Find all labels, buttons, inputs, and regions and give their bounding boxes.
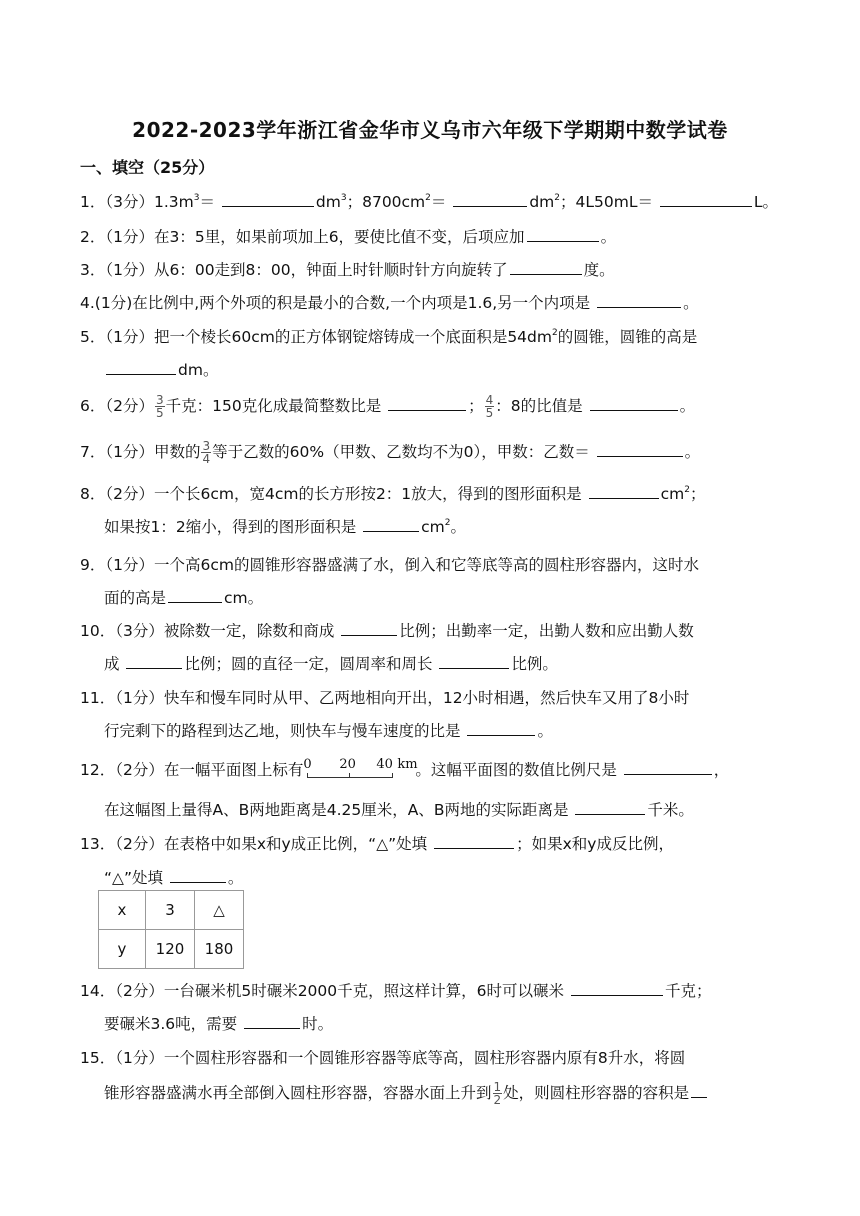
fraction: $\frac{4}{5}$ (485, 393, 494, 420)
answer-blank[interactable] (624, 760, 712, 775)
question-10: 10．（3分）被除数一定，除数和商成 比例；出勤率一定，出勤人数和应出勤人数 (80, 622, 694, 640)
question-4: 4.(1分)在比例中,两个外项的积是最小的合数,一个内项是1.6,另一个内项是 。 (80, 294, 699, 312)
question-7: 7．（1分）甲数的 $\frac{3}{4}$ 等于乙数的60%（甲数、乙数均不为0），甲数：乙数＝ 。 (80, 439, 701, 466)
question-1: 1．（3分）$1.3m^3= dm^3$；$8700cm^2= dm^2$；4L50mL＝ L。 (80, 193, 779, 211)
table-row (99, 891, 244, 930)
fraction: $\frac{3}{5}$ (155, 393, 164, 420)
answer-blank[interactable] (589, 484, 659, 499)
answer-blank[interactable] (388, 396, 466, 411)
fraction: $\frac{3}{4}$ (202, 439, 211, 466)
table-cell: 120 (146, 930, 195, 969)
xy-table (98, 890, 244, 969)
table-cell: 180 (195, 930, 244, 969)
question-13: 13．（2分）在表格中如果x和y成正比例，“△”处填 ；如果x和y成反比例， (80, 835, 674, 853)
question-14-cont: 要碾米3.6吨，需要 时。 (104, 1015, 334, 1033)
answer-blank[interactable] (222, 192, 314, 207)
answer-blank[interactable] (453, 192, 527, 207)
answer-blank[interactable] (571, 981, 663, 996)
answer-blank[interactable] (691, 1083, 707, 1098)
scale-tick (392, 773, 393, 778)
answer-blank[interactable] (597, 293, 681, 308)
table-row (99, 930, 244, 969)
question-15-cont: 锥形容器盛满水再全部倒入圆柱形容器，容器水面上升到 $\frac{1}{2}$ 处，则圆柱形容器的容积是 (104, 1081, 709, 1106)
question-10-cont: 成 比例；圆的直径一定，圆周率和周长 比例。 (104, 655, 558, 673)
page-title: 2022-2023学年浙江省金华市义乌市六年级下学期期中数学试卷 (132, 118, 728, 142)
answer-blank[interactable] (590, 396, 678, 411)
scale-tick (307, 773, 308, 778)
question-5-cont: dm。 (104, 358, 218, 380)
question-9: 9．（1分）一个高6cm的圆锥形容器盛满了水，倒入和它等底等高的圆柱形容器内，这时水 (80, 556, 699, 574)
answer-blank[interactable] (106, 360, 176, 375)
answer-blank[interactable] (439, 654, 509, 669)
section-heading: 一、填空（25分） (80, 158, 215, 177)
answer-blank[interactable] (527, 227, 599, 242)
question-12-cont: 在这幅图上量得A、B两地距离是4.25厘米，A、B两地的实际距离是 千米。 (104, 801, 694, 819)
answer-blank[interactable] (510, 260, 582, 275)
question-9-cont: 面的高是 cm。 (104, 589, 264, 607)
answer-blank[interactable] (575, 800, 645, 815)
table-cell: 3 (146, 891, 195, 930)
question-15: 15．（1分）一个圆柱形容器和一个圆锥形容器等底等高，圆柱形容器内原有8升水，将圆 (80, 1049, 686, 1067)
scale-bar-image: 0 20 40 km (303, 761, 415, 781)
question-14: 14．（2分）一台碾米机5时碾米2000千克，照这样计算，6时可以碾米 千克； (80, 982, 712, 1000)
answer-blank[interactable] (660, 192, 752, 207)
question-11-cont: 行完剩下的路程到达乙地，则快车与慢车速度的比是 。 (104, 722, 553, 740)
answer-blank[interactable] (170, 868, 226, 883)
answer-blank[interactable] (341, 621, 397, 636)
question-11: 11．（1分）快车和慢车同时从甲、乙两地相向开出，12小时相遇，然后快车又用了8小时 (80, 689, 690, 707)
answer-blank[interactable] (597, 442, 683, 457)
question-8-cont: 如果按1：2缩小，得到的图形面积是 $cm^2$。 (104, 518, 467, 536)
answer-blank[interactable] (126, 654, 182, 669)
question-5: 5．（1分）把一个棱长60cm的正方体钢锭熔铸成一个底面积是$54dm^2$的圆锥，圆锥的高是 (80, 328, 698, 346)
answer-blank[interactable] (467, 721, 535, 736)
question-8: 8．（2分）一个长6cm，宽4cm的长方形按2：1放大，得到的图形面积是 $cm^2$； (80, 485, 706, 503)
table-cell: y (99, 930, 146, 969)
question-13-cont: “△”处填 。 (104, 869, 244, 887)
table-cell: △ (195, 891, 244, 930)
answer-blank[interactable] (244, 1014, 300, 1029)
answer-blank[interactable] (168, 588, 222, 603)
question-6: 6．（2分） $\frac{3}{5}$ 千克：150克化成最简整数比是 ； $\frac{4}{5}$ ：8的比值是 。 (80, 393, 696, 420)
answer-blank[interactable] (434, 834, 514, 849)
scale-line (307, 777, 393, 778)
question-12: 12．（2分）在一幅平面图上标有 0 20 40 km 。这幅平面图的数值比例尺是 ， (80, 756, 730, 779)
question-2: 2．（1分）在3：5里，如果前项加上6，要使比值不变，后项应加 。 (80, 228, 617, 246)
table-cell: x (99, 891, 146, 930)
fraction: $\frac{1}{2}$ (493, 1080, 502, 1107)
scale-tick (349, 773, 350, 778)
question-3: 3．（1分）从6：00走到8：00，钟面上时针顺时针方向旋转了 度。 (80, 261, 615, 279)
answer-blank[interactable] (363, 517, 419, 532)
